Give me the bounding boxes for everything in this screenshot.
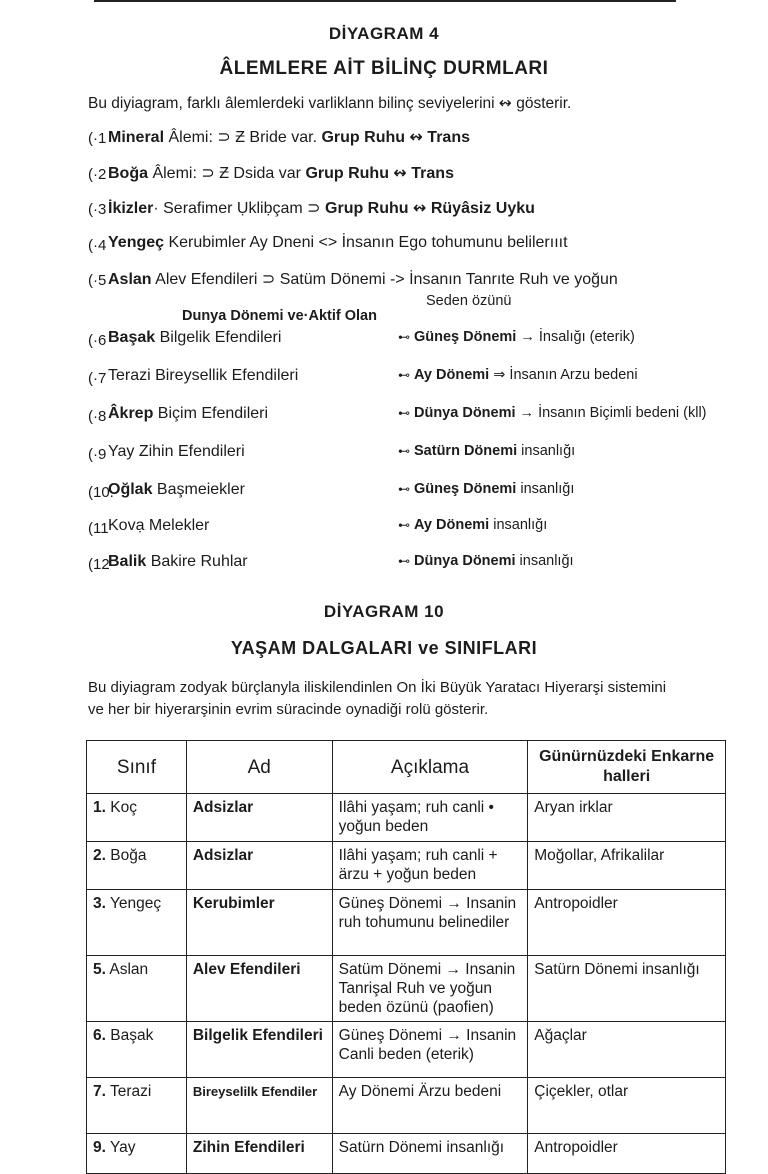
- list-item: [88, 553, 748, 589]
- item-bold2: Grup Ruhu ↭ Rüyâsiz Uyku: [325, 200, 535, 217]
- item-text: Bilgelik Efendileri: [155, 328, 282, 346]
- table-row: [87, 794, 726, 842]
- diagram4-intro: Bu diyiagram, farklı âlemlerdeki varliklann bilinç seviyelerini ↭ gösterir.: [88, 95, 572, 112]
- cell-enc: Antropoidler: [528, 1134, 726, 1174]
- item-bold: İkizler: [108, 200, 154, 217]
- cell-class-num: 6.: [93, 1027, 106, 1044]
- list-item: [88, 127, 748, 163]
- cell-desc: Ilâhi yaşam; ruh canli + ärzu + yoğun beden: [332, 842, 528, 890]
- table-row: [87, 890, 726, 956]
- item-bold: Yengeç: [108, 233, 165, 251]
- item-bold: Boğa: [108, 164, 148, 182]
- cell-enc: Satürn Dönemi insanlığı: [528, 956, 726, 1022]
- item-number: (11: [88, 519, 109, 537]
- item-right-bold: Ay Dönemi: [414, 366, 490, 383]
- table-row: [87, 1134, 726, 1174]
- cell-class-num: 5.: [93, 961, 106, 978]
- arrow-icon: ⊷: [398, 481, 410, 496]
- list-item: [88, 405, 748, 443]
- cell-class: Aslan: [105, 961, 149, 978]
- cell-ad: Kerubimler: [186, 890, 332, 956]
- diagram10-title: DİYAGRAM 10: [323, 602, 445, 621]
- item-text: Yay Zihin Efendileri: [108, 442, 245, 460]
- item-text: · Serafimer Ụkliḅçam ⊃: [153, 200, 326, 217]
- item-right-bold: Ay Dönemi: [414, 516, 490, 533]
- note-dunya: Dunya Dönemi ve·Aktif Olan: [182, 307, 377, 324]
- cell-desc: Satürn Dönemi insanlığı: [332, 1134, 528, 1174]
- diagram10-subtitle: YAŞAM DALGALARI ve SINIFLARI: [230, 638, 538, 658]
- item-text: Başmeiekler: [152, 480, 245, 498]
- list-item: [88, 163, 748, 199]
- item-number: (·3: [88, 201, 107, 218]
- cell-desc: Ay Dönemi Ärzu bedeni: [332, 1078, 528, 1134]
- item-right-bold: Satürn Dönemi: [414, 442, 518, 459]
- cell-ad: Bireyselilk Efendiler: [186, 1078, 332, 1134]
- cell-desc: Güneş Dönemi → Insanin ruh tohumunu belinediler: [332, 890, 528, 956]
- arrow-icon: ⊷: [398, 517, 410, 532]
- item-bold: Âkrep: [108, 404, 154, 422]
- diagram10-intro-1: Bu diyiagram zodyak bürçlanyla iliskilendinlen On İki Büyük Yaratacı Hiyerarşi sistemini: [88, 679, 667, 696]
- table-row: [87, 842, 726, 890]
- item-right-text: insanlığı: [515, 552, 574, 569]
- cell-class: Yengeç: [105, 895, 162, 912]
- item-right-text: → İnsanın Biçimli bedeni (kll): [515, 404, 707, 421]
- item-number: (·1: [88, 130, 107, 147]
- cell-enc: Aryan irklar: [528, 794, 726, 842]
- cell-desc: Güneş Dönemi → Insanin Canli beden (eterik): [332, 1022, 528, 1078]
- item-text: Alev Efendileri ⊃ Satüm Dönemi -> İnsanın Tanrıte Ruh ve yoğun: [151, 271, 618, 288]
- cell-class: Başak: [105, 1027, 154, 1044]
- cell-class-num: 1.: [93, 799, 106, 816]
- item-right-text: → İnsalığı (eterik): [516, 328, 635, 345]
- cell-ad: Alev Efendileri: [186, 956, 332, 1022]
- cell-class-num: 2.: [93, 847, 106, 864]
- list-item: [88, 329, 748, 367]
- cell-desc: Ilâhi yaşam; ruh canli • yoğun beden: [332, 794, 528, 842]
- cell-ad: Zihin Efendileri: [186, 1134, 332, 1174]
- item-text: Biçim Efendileri: [153, 404, 269, 422]
- item-number: (·4: [88, 236, 107, 254]
- cell-enc: Moğollar, Afrikalilar: [528, 842, 726, 890]
- item-text: Kovạ Melekler: [108, 516, 210, 534]
- item-text: Âlemi: ⊃ Ƶ Bride var.: [164, 129, 322, 146]
- cell-class: Boğa: [105, 847, 147, 864]
- cell-ad: Adsizlar: [186, 794, 332, 842]
- top-rule: [94, 0, 676, 2]
- cell-ad: Bilgelik Efendileri: [186, 1022, 332, 1078]
- cell-class: Koç: [105, 799, 137, 816]
- cell-class-num: 7.: [93, 1083, 106, 1100]
- list-item: [88, 198, 748, 234]
- list-item: [88, 269, 748, 305]
- diagram10-intro-2: ve her bir hiyerarşinin evrim süracinde oynadiği rolü gösterir.: [88, 701, 489, 718]
- item-text: Bakire Ruhlar: [146, 552, 248, 570]
- item-right-bold: Dünya Dönemi: [414, 404, 516, 421]
- item-number: (·8: [88, 407, 107, 425]
- cell-class: Yay: [105, 1139, 136, 1156]
- diagram4-list: [88, 127, 748, 589]
- item-bold: Oğlak: [108, 480, 153, 498]
- header-enkarne: Günürnüzdeki Enkarne halleri: [528, 741, 726, 794]
- arrow-icon: ⊷: [398, 329, 410, 344]
- diagram4-title: DİYAGRAM 4: [328, 24, 440, 43]
- item-number: (·5: [88, 272, 107, 289]
- table-row: [87, 956, 726, 1022]
- arrow-icon: ⊷: [398, 443, 410, 458]
- item-number: (·9: [88, 445, 107, 463]
- notes-spacer: [88, 292, 748, 329]
- arrow-icon: ⊷: [398, 367, 410, 382]
- cell-class: Terazi: [105, 1083, 152, 1100]
- arrow-icon: ⊷: [398, 553, 410, 568]
- item-text: Âlemi: ⊃ Ƶ Dsida var: [148, 164, 306, 182]
- item-bold: Mineral: [108, 129, 165, 146]
- list-item: [88, 443, 748, 481]
- table-header-row: [87, 741, 726, 794]
- cell-desc: Satüm Dönemi → Insanin Tanrişal Ruh ve yoğun beden özünü (paofien): [332, 956, 528, 1022]
- item-bold: Balik: [108, 552, 147, 570]
- item-bold: Başak: [108, 328, 156, 346]
- item-right-bold: Güneş Dönemi: [414, 480, 517, 497]
- diagram4-subtitle: ÂLEMLERE AİT BİLİNÇ DURMLARI: [219, 58, 549, 79]
- cell-enc: Ağaçlar: [528, 1022, 726, 1078]
- item-right-text: insanlığı: [517, 442, 576, 459]
- item-number: (·6: [88, 331, 107, 349]
- item-number: (10.: [88, 483, 114, 501]
- header-sinif: Sınıf: [87, 741, 187, 794]
- item-number: (·2: [88, 165, 107, 183]
- item-text: Terazi Bireysellik Efendileri: [108, 366, 299, 384]
- item-bold: Aslan: [108, 271, 152, 288]
- list-item: [88, 481, 748, 517]
- item-number: (·7: [88, 369, 107, 387]
- cell-class-num: 3.: [93, 895, 106, 912]
- item-right-bold: Güneş Dönemi: [414, 328, 517, 345]
- list-item: [88, 517, 748, 553]
- classes-table: [86, 740, 726, 1174]
- item-right-text: insanlığı: [489, 516, 548, 533]
- item-right-text: ⇒ İnsanın Arzu bedeni: [489, 366, 638, 383]
- arrow-icon: ⊷: [398, 405, 410, 420]
- table-row: [87, 1022, 726, 1078]
- item-bold2: Grup Ruhu ↭ Trans: [305, 164, 454, 182]
- item-right-bold: Dünya Dönemi: [414, 552, 516, 569]
- list-item: [88, 367, 748, 405]
- list-item: [88, 234, 748, 270]
- header-ad: Ad: [186, 741, 332, 794]
- cell-enc: Antropoidler: [528, 890, 726, 956]
- cell-enc: Çiçekler, otlar: [528, 1078, 726, 1134]
- cell-ad: Adsizlar: [186, 842, 332, 890]
- note-seden: Seden özünü: [426, 292, 512, 309]
- table-row: [87, 1078, 726, 1134]
- item-bold2: Grup Ruhu ↭ Trans: [321, 129, 470, 146]
- header-aciklama: Açıklama: [332, 741, 528, 794]
- item-right-text: insanlığı: [516, 480, 575, 497]
- item-number: (12: [88, 555, 110, 573]
- cell-class-num: 9.: [93, 1139, 106, 1156]
- item-text: Kerubimler Ay Dneni <> İnsanın Ego tohumunu belilerıııt: [164, 233, 568, 251]
